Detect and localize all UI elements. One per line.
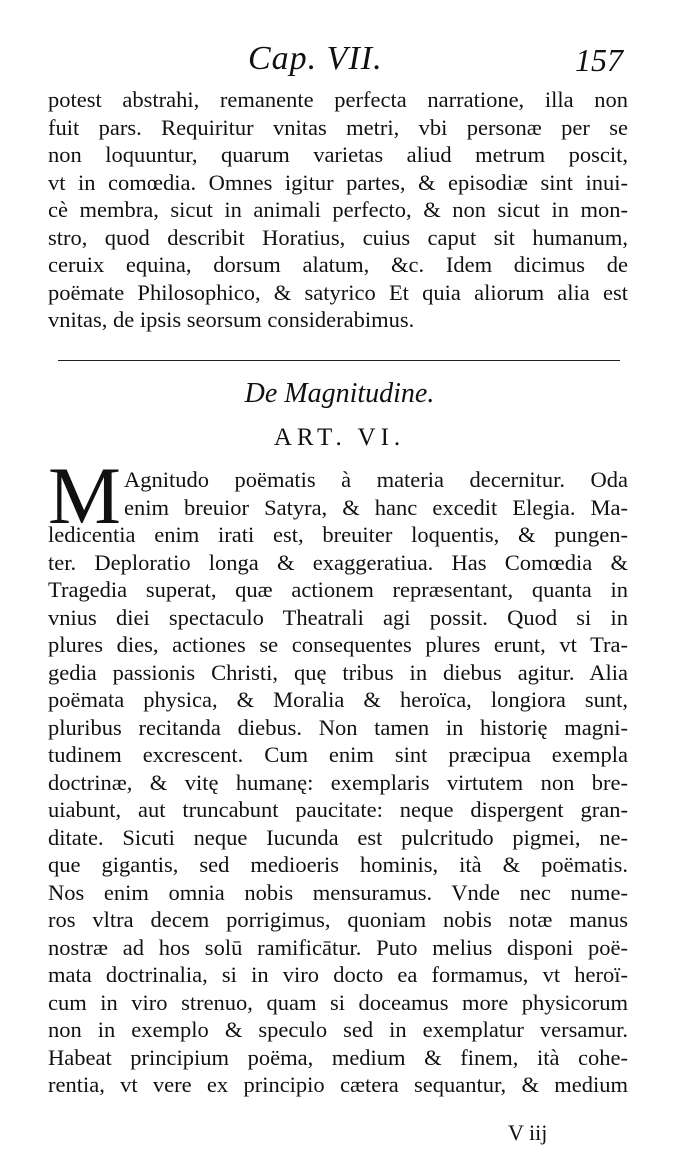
text-line: Tragedia superat, quæ actionem repræsentant, quanta in (48, 577, 628, 602)
text-line: poëmata physica, & Moralia & heroïca, longiora sunt, (48, 687, 628, 712)
text-line: ceruix equina, dorsum alatum, &c. Idem dicimus de (48, 252, 628, 277)
text-line: ter. Deploratio longa & exaggeratiua. Has Comœdia & (48, 549, 628, 575)
text-line: ledicentia enim irati est, breuiter loquentis, & pungen- (48, 522, 628, 547)
text-line: stro, quod describit Horatius, cuius caput sit humanum, (48, 224, 628, 250)
text-line: plures dies, actiones se consequentes plures erunt, vt Tra- (48, 632, 628, 657)
text-line: potest abstrahi, remanente perfecta narratione, illa non (48, 87, 628, 112)
text-line: pluribus recitanda diebus. Non tamen in historię magni- (48, 714, 628, 740)
text-line: cum in viro strenuo, quam si doceamus more physicorum (48, 989, 628, 1015)
text-line: cè membra, sicut in animali perfecto, & non sicut in mon- (48, 197, 628, 222)
paragraph-continued (48, 86, 628, 334)
page-number: 157 (575, 42, 623, 78)
text-line: doctrinæ, & vitę humanę: exemplaris virtutem non bre- (48, 769, 628, 795)
text-line: mata doctrinalia, si in viro docto ea formamus, vt heroï- (48, 962, 628, 987)
text-line: ditate. Sicuti neque Iucunda est pulcritudo pigmei, ne- (48, 824, 628, 850)
text-line: non loquuntur, quarum varietas aliud metrum poscit, (48, 142, 628, 167)
text-line: tudinem excrescent. Cum enim sint præcipua exempla (48, 742, 628, 767)
section-divider (58, 360, 620, 361)
text-line: Nos enim omnia nobis mensuramus. Vnde nec nume- (48, 879, 628, 905)
text-line: rentia, vt vere ex principio cætera sequantur, & medium (48, 1072, 628, 1097)
text-line: Habeat principium poëma, medium & finem, ità cohe- (48, 1044, 628, 1070)
text-line: Agnitudo poëmatis à materia decernitur. Oda (124, 467, 628, 492)
section-title: De Magnitudine. (244, 378, 435, 409)
text-line: vnius diei spectaculo Theatrali agi possit. Quod si in (48, 604, 628, 630)
text-line: gedia passionis Christi, quę tribus in diebus agitur. Alia (48, 659, 628, 685)
text-line: enim breuior Satyra, & hanc excedit Elegia. Ma- (124, 494, 628, 520)
article-heading: ART. VI. (273, 424, 406, 451)
paragraph-magnitude (48, 450, 628, 1099)
text-line: nostræ ad hos solū ramificātur. Puto melius disponi poë- (48, 934, 628, 960)
text-line: non in exemplo & speculo sed in exemplatur versamur. (48, 1017, 628, 1042)
text-line: poëmate Philosophico, & satyrico Et quia aliorum alia est (48, 279, 628, 305)
text-line: uiabunt, aut truncabunt paucitate: neque dispergent gran- (48, 797, 628, 822)
text-line: vt in comœdia. Omnes igitur partes, & episodiæ sint inui- (48, 169, 628, 195)
signature-mark: V iij (508, 1120, 548, 1145)
text-line: que gigantis, sed medioeris hominis, ità & poëmatis. (48, 852, 628, 877)
drop-cap: M (48, 450, 121, 541)
page-header (0, 40, 679, 84)
text-line: fuit pars. Requiritur vnitas metri, vbi personæ per se (48, 114, 628, 140)
running-head: Cap. VII. (248, 40, 383, 77)
text-line: ros vltra decem porrigimus, quoniam nobis notæ manus (48, 907, 628, 932)
text-line: vnitas, de ipsis seorsum considerabimus. (48, 307, 415, 332)
